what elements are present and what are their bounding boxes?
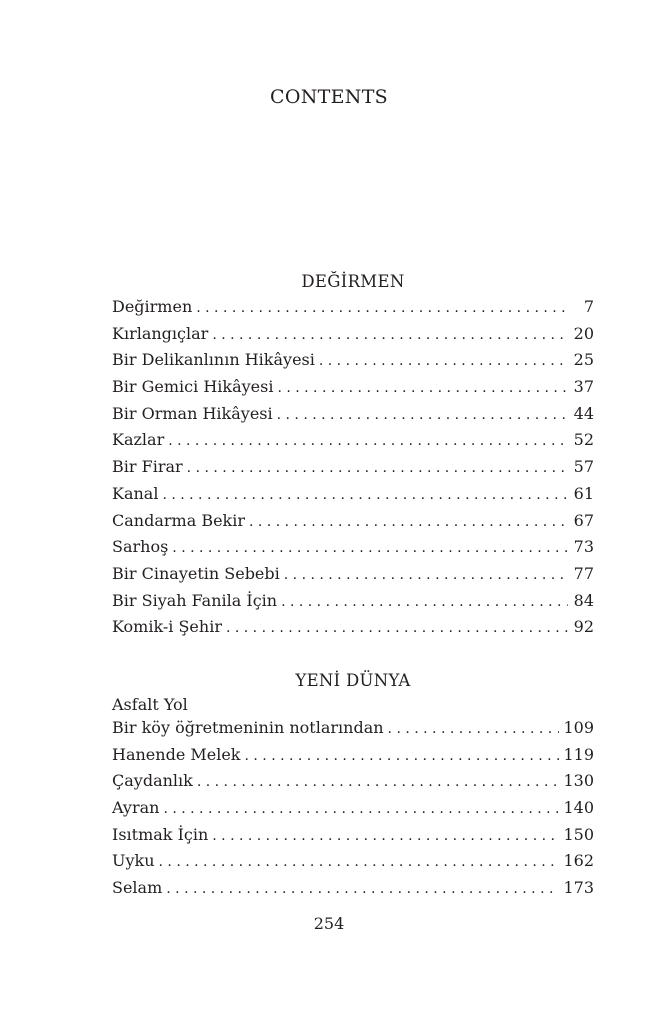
toc-entry[interactable] (112, 742, 594, 769)
entry-page-number: 173 (563, 878, 594, 898)
page-number: 254 (313, 914, 345, 933)
dot-leader (388, 716, 560, 743)
entry-page-number: 25 (573, 350, 594, 370)
dot-leader (226, 615, 568, 642)
toc-entry[interactable] (112, 875, 594, 902)
entry-page-number: 119 (563, 744, 594, 764)
entry-page-number: 44 (573, 403, 594, 423)
entry-title: Bir köy öğretmeninin notlarından (112, 718, 384, 737)
entry-page-number: 109 (563, 718, 594, 737)
dot-leader (187, 455, 568, 482)
entry-title: Bir Orman Hikâyesi (112, 403, 273, 423)
dot-leader (212, 322, 568, 349)
entry-page-number: 20 (573, 323, 594, 343)
entry-page-number: 73 (573, 537, 594, 557)
dot-leader (284, 562, 568, 589)
entry-page-number: 84 (573, 590, 594, 610)
entry-page-number: 92 (573, 617, 594, 637)
entry-title: Kazlar (112, 430, 165, 450)
entry-page-number: 130 (563, 771, 594, 791)
entry-page-number: 162 (563, 851, 594, 871)
entry-title: Bir Delikanlının Hikâyesi (112, 350, 315, 370)
entry-title: Bir Firar (112, 457, 183, 477)
entry-title: Ayran (112, 798, 160, 818)
entry-page-number: 57 (573, 457, 594, 477)
toc-section-degirmen (112, 270, 594, 641)
toc-entry[interactable] (112, 321, 594, 348)
toc-entry[interactable] (112, 454, 594, 481)
entry-title: Selam (112, 878, 163, 898)
dot-leader (245, 743, 560, 770)
entry-title: Uyku (112, 851, 155, 871)
dot-leader (277, 402, 568, 429)
entry-page-number: 67 (573, 510, 594, 530)
entry-page-number: 150 (563, 824, 594, 844)
toc-entry[interactable] (112, 768, 594, 795)
entry-page-number: 140 (563, 798, 594, 818)
toc-entry[interactable] (112, 427, 594, 454)
dot-leader (159, 849, 560, 876)
page-title: CONTENTS (270, 86, 388, 108)
toc-entry[interactable] (112, 481, 594, 508)
section-heading: YENİ DÜNYA (295, 671, 411, 690)
dot-leader (166, 876, 559, 903)
subsection-title: Asfalt Yol (112, 695, 188, 714)
dot-leader (277, 375, 568, 402)
toc-entry[interactable] (112, 795, 594, 822)
toc-entry[interactable] (112, 561, 594, 588)
entry-page-number: 37 (573, 377, 594, 397)
dot-leader (168, 428, 568, 455)
dot-leader (162, 482, 568, 509)
toc-entry[interactable] (112, 822, 594, 849)
toc-entry[interactable] (112, 534, 594, 561)
toc-entry[interactable] (112, 715, 594, 742)
entry-page-number: 7 (583, 297, 594, 316)
entry-title: Bir Gemici Hikâyesi (112, 377, 274, 397)
entry-page-number: 61 (573, 483, 594, 503)
section-heading: DEĞİRMEN (301, 272, 405, 291)
toc-entry[interactable] (112, 588, 594, 615)
entry-title: Hanende Melek (112, 744, 241, 764)
dot-leader (281, 589, 568, 616)
entry-title: Kırlangıçlar (112, 323, 209, 343)
entry-title: Sarhoş (112, 537, 169, 557)
entry-title: Bir Siyah Fanila İçin (112, 590, 278, 610)
entry-title: Bir Cinayetin Sebebi (112, 563, 280, 583)
toc-list (112, 294, 594, 641)
toc-list (112, 715, 594, 902)
dot-leader (319, 348, 568, 375)
entry-title: Kanal (112, 483, 159, 503)
entry-page-number: 52 (573, 430, 594, 450)
dot-leader (197, 769, 560, 796)
entry-page-number: 77 (573, 563, 594, 583)
toc-section-yeni-dunya (112, 669, 594, 902)
dot-leader (196, 295, 568, 322)
entry-title: Candarma Bekir (112, 510, 245, 530)
toc-entry[interactable] (112, 508, 594, 535)
dot-leader (163, 796, 559, 823)
dot-leader (249, 509, 568, 536)
dot-leader (172, 535, 568, 562)
toc-entry[interactable] (112, 374, 594, 401)
toc-entry[interactable] (112, 347, 594, 374)
entry-title: Isıtmak İçin (112, 824, 209, 844)
toc-entry[interactable] (112, 848, 594, 875)
toc-entry[interactable] (112, 614, 594, 641)
toc-entry[interactable] (112, 401, 594, 428)
dot-leader (212, 823, 559, 850)
toc-entry[interactable] (112, 294, 594, 321)
entry-title: Çaydanlık (112, 771, 193, 791)
entry-title: Komik-i Şehir (112, 617, 222, 637)
entry-title: Değirmen (112, 297, 193, 316)
